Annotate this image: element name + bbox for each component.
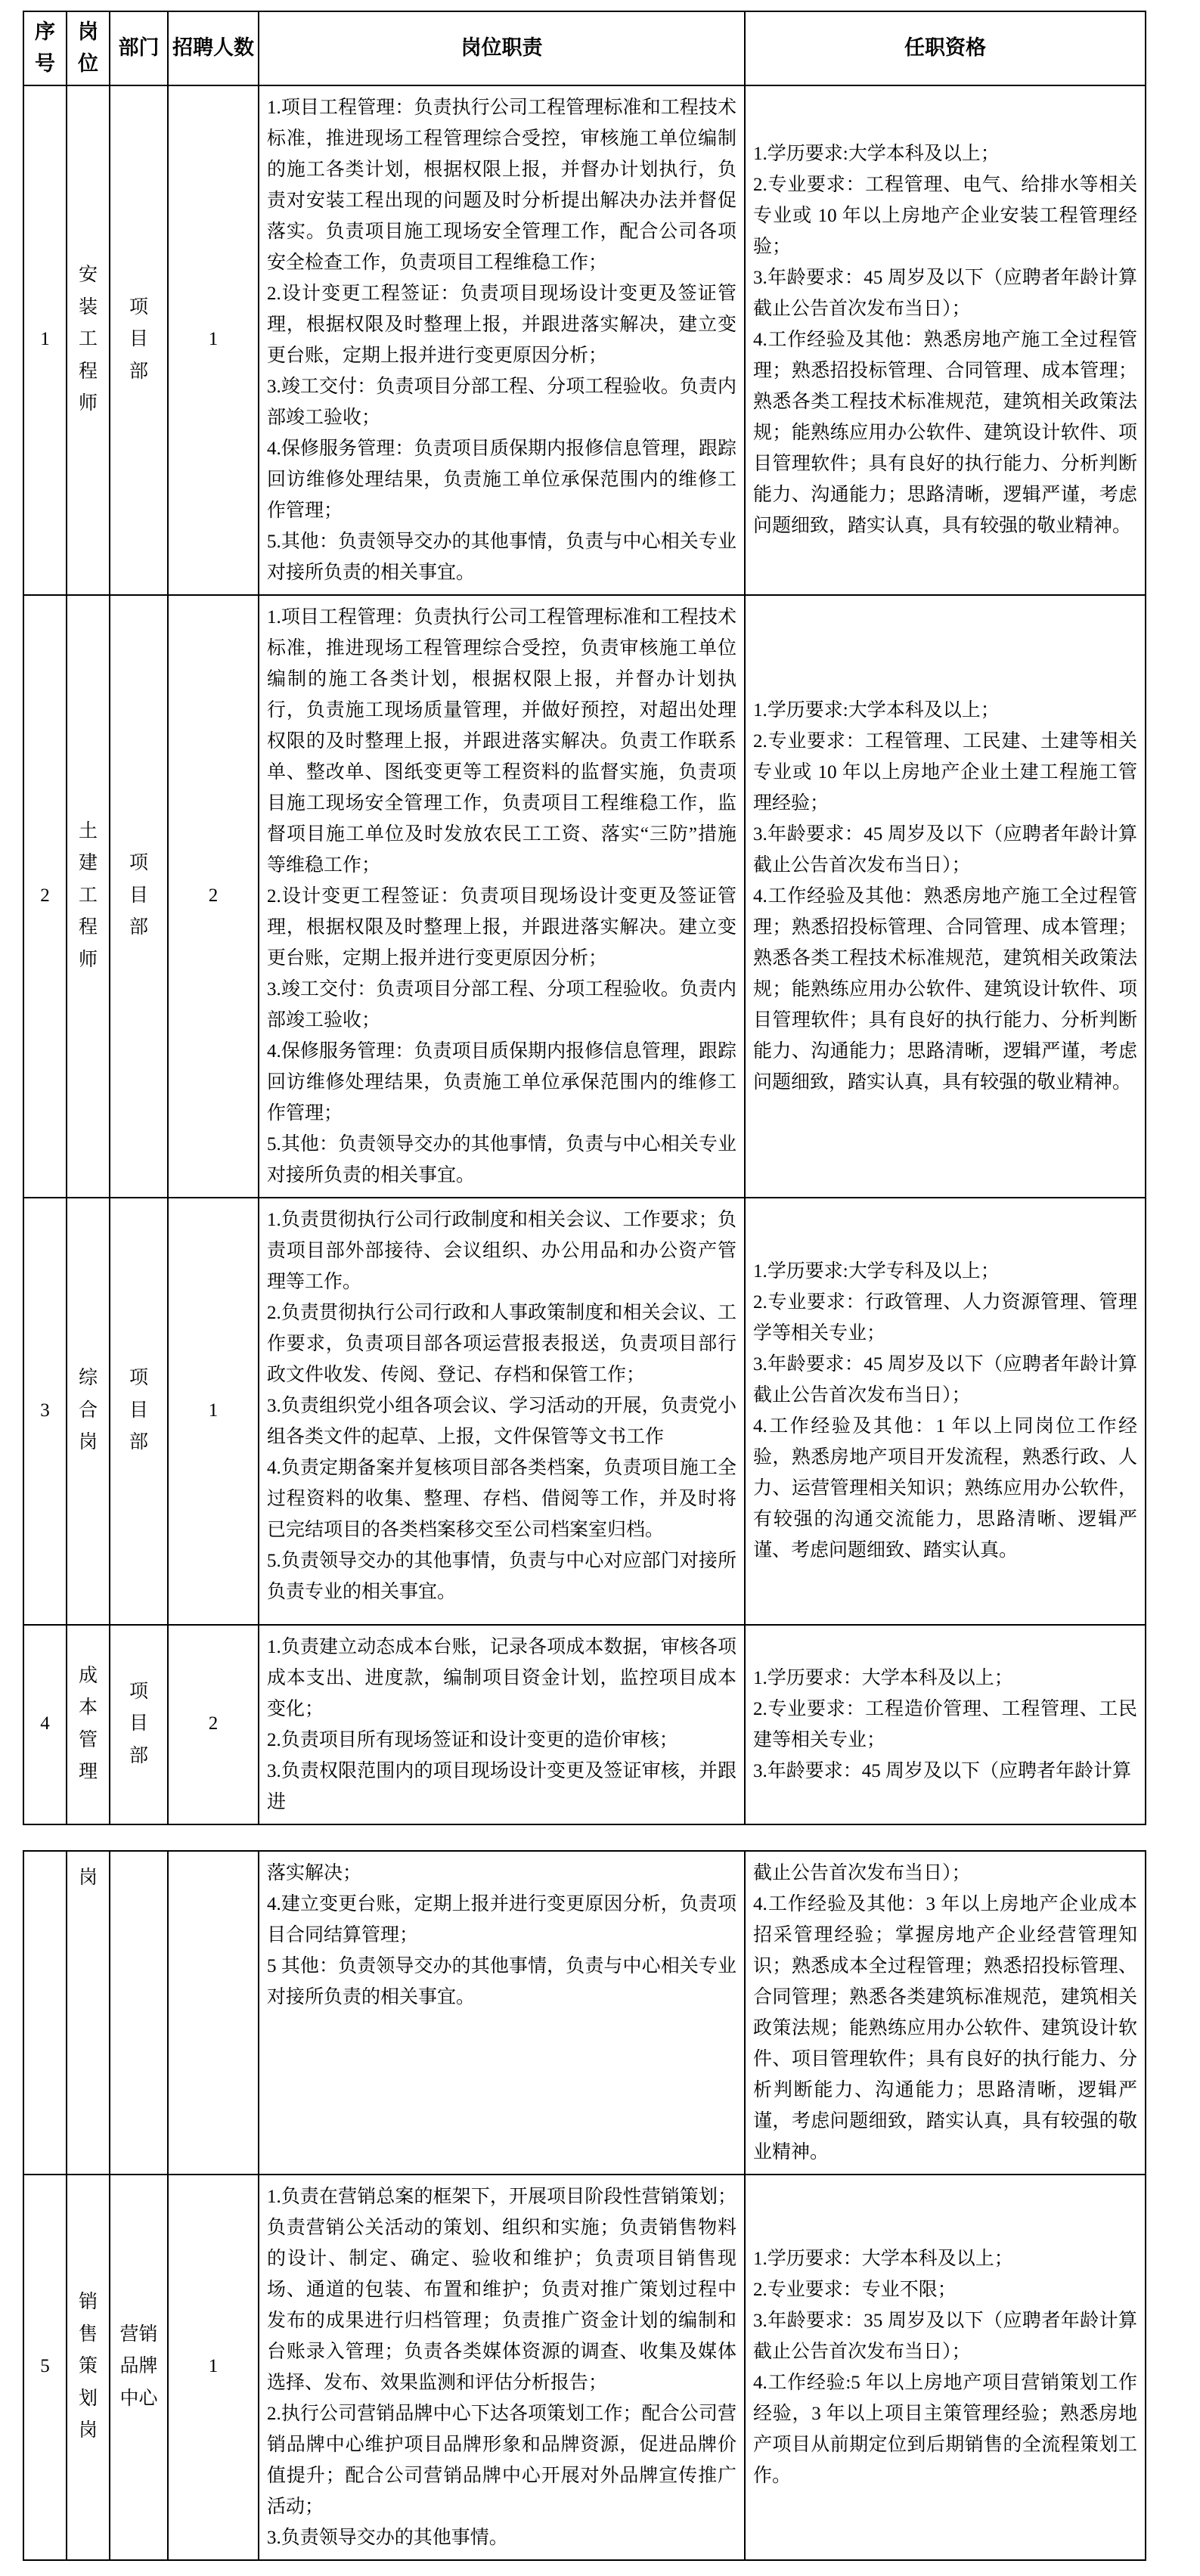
post-name <box>67 85 110 595</box>
qualification-item: 4.工作经验及其他：熟悉房地产施工全过程管理；熟悉招投标管理、合同管理、成本管理；熟悉各类工程技术标准规范，建筑相关政策法规；能熟练应用办公软件、建筑设计软件、项目管理软件；具有良好的执行能力、分析判断能力、沟通能力；思路清晰，逻辑严谨，考虑问题细致，踏实认真，具有较强的敬业精神。 <box>753 885 1137 1093</box>
duty-item: 2.执行公司营销品牌中心下达各项策划工作；配合公司营销品牌中心维护项目品牌形象和品牌资源，促进品牌价值提升；配合公司营销品牌中心开展对外品牌宣传推广活动； <box>267 2403 736 2517</box>
duty-item: 3.竣工交付：负责项目分部工程、分项工程验收。负责内部竣工验收； <box>267 376 736 428</box>
post-name <box>67 1851 110 2175</box>
qualifications-cell <box>745 2175 1146 2560</box>
duty-item: 5.其他：负责领导交办的其他事情，负责与中心相关专业对接所负责的相关事宜。 <box>267 1133 736 1186</box>
post-name <box>67 1625 110 1824</box>
recruitment-table-part1 <box>23 11 1146 1825</box>
duties-cell <box>259 1198 745 1625</box>
duties-cell <box>259 2175 745 2560</box>
qualification-item: 4.工作经验:5 年以上房地产项目营销策划工作经验，3 年以上项目主策管理经验；熟悉房地产项目从前期定位到后期销售的全流程策划工作。 <box>753 2372 1137 2486</box>
duty-item: 3.负责组织党小组各项会议、学习活动的开展，负责党小组各类文件的起草、上报，文件保管等文书工作 <box>267 1395 736 1447</box>
post-name-label: 综合岗 <box>78 1368 98 1453</box>
qualification-item: 1.学历要求：大学本科及以上； <box>753 1667 1013 1688</box>
qualification-item: 2.专业要求：工程管理、电气、给排水等相关专业或 10 年以上房地产企业安装工程管理经验； <box>753 175 1137 258</box>
department <box>110 1198 168 1625</box>
row-number <box>23 85 67 595</box>
recruit-count-label: 1 <box>208 1400 219 1421</box>
qualification-item: 3.年龄要求：45 周岁及以下（应聘者年龄计算 <box>753 1760 1132 1781</box>
department-label: 项目部 <box>129 853 148 938</box>
qualifications-cell <box>745 85 1146 595</box>
qualifications-cell <box>745 1851 1146 2175</box>
duty-item: 2.设计变更工程签证：负责项目现场设计变更及签证管理，根据权限及时整理上报，并跟进落实解决。建立变更台账，定期上报并进行变更原因分析； <box>267 885 736 969</box>
col-header-duties: 岗位职责 <box>259 11 745 85</box>
qualification-item: 4.工作经验及其他：1 年以上同岗位工作经验，熟悉房地产项目开发流程，熟悉行政、人力、运营管理相关知识；熟练应用办公软件，有较强的沟通交流能力，思路清晰、逻辑严谨、考虑问题细致、踏实认真。 <box>753 1416 1137 1561</box>
duties-cell <box>259 85 745 595</box>
duty-item: 1.负责在营销总案的框架下，开展项目阶段性营销策划；负责营销公关活动的策划、组织和实施；负责销售物料的设计、制定、确定、验收和维护；负责项目销售现场、通道的包装、布置和维护；负责对推广策划过程中发布的成果进行归档管理；负责推广资金计划的编制和台账录入管理；负责各类媒体资源的调查、收集及媒体选择、发布、效果监测和评估分析报告； <box>267 2186 736 2393</box>
recruit-count <box>168 2175 259 2560</box>
row-number <box>23 1198 67 1625</box>
qualification-item: 4.工作经验及其他：熟悉房地产施工全过程管理；熟悉招投标管理、合同管理、成本管理；熟悉各类工程技术标准规范，建筑相关政策法规；能熟练应用办公软件、建筑设计软件、项目管理软件；具有良好的执行能力、分析判断能力、沟通能力；思路清晰，逻辑严谨，考虑问题细致，踏实认真，具有较强的敬业精神。 <box>753 330 1137 537</box>
post-name-label: 安装工程师 <box>78 265 98 414</box>
row-number <box>23 2175 67 2560</box>
col-header-department: 部门 <box>110 11 168 85</box>
table-row <box>23 85 1146 595</box>
col-header-number: 序号 <box>23 11 67 85</box>
qualification-item: 3.年龄要求：45 周岁及以下（应聘者年龄计算截止公告首次发布当日）； <box>753 823 1137 876</box>
duty-item: 4.建立变更台账，定期上报并进行变更原因分析，负责项目合同结算管理； <box>267 1893 736 1945</box>
duties-cell <box>259 1851 745 2175</box>
duty-item: 5 其他：负责领导交办的其他事情，负责与中心相关专业对接所负责的相关事宜。 <box>267 1955 736 2007</box>
department <box>110 1625 168 1824</box>
duty-item: 5.负责领导交办的其他事情，负责与中心对应部门对接所负责专业的相关事宜。 <box>267 1550 736 1602</box>
row-number-label: 3 <box>40 1400 50 1421</box>
duty-item: 4.负责定期备案并复核项目部各类档案，负责项目施工全过程资料的收集、整理、存档、借阅等工作，并及时将已完结项目的各类档案移交至公司档案室归档。 <box>267 1457 736 1540</box>
duty-item: 3.负责权限范围内的项目现场设计变更及签证审核，并跟进 <box>267 1760 736 1812</box>
recruit-count-label: 2 <box>208 1713 219 1734</box>
table-row <box>23 1625 1146 1824</box>
department <box>110 2175 168 2560</box>
duties-cell <box>259 595 745 1198</box>
recruit-count-label: 1 <box>208 2356 219 2377</box>
col-header-post: 岗位 <box>67 11 110 85</box>
col-header-qualification: 任职资格 <box>745 11 1146 85</box>
department-label: 项目部 <box>129 296 148 382</box>
recruit-count <box>168 1625 259 1824</box>
qualification-item: 1.学历要求:大学专科及以上； <box>753 1261 1000 1282</box>
recruit-count <box>168 85 259 595</box>
table-row <box>23 595 1146 1198</box>
duty-item: 3.负责领导交办的其他事情。 <box>267 2527 508 2548</box>
recruit-count <box>168 1851 259 2175</box>
post-name <box>67 1198 110 1625</box>
duty-item: 3.竣工交付：负责项目分部工程、分项工程验收。负责内部竣工验收； <box>267 978 736 1031</box>
duty-item: 2.设计变更工程签证：负责项目现场设计变更及签证管理，根据权限及时整理上报，并跟进落实解决，建立变更台账，定期上报并进行变更原因分析； <box>267 283 736 366</box>
qualification-item: 2.专业要求：工程造价管理、工程管理、工民建等相关专业； <box>753 1698 1137 1750</box>
post-name-label: 销售策划岗 <box>78 2292 98 2441</box>
qualification-item: 3.年龄要求：45 周岁及以下（应聘者年龄计算截止公告首次发布当日）； <box>753 268 1137 320</box>
duty-item: 4.保修服务管理：负责项目质保期内报修信息管理，跟踪回访维修处理结果，负责施工单位承保范围内的维修工作管理； <box>267 1040 736 1124</box>
qualification-item: 2.专业要求：专业不限； <box>753 2279 957 2300</box>
table-body-part2 <box>23 1851 1146 2560</box>
duty-item: 2.负责贯彻执行公司行政和人事政策制度和相关会议、工作要求，负责项目部各项运营报表报送，负责项目部行政文件收发、传阅、登记、存档和保管工作； <box>267 1302 736 1385</box>
table-body-part1 <box>23 85 1146 1824</box>
header-row <box>23 11 1146 85</box>
qualification-item: 3.年龄要求：45 周岁及以下（应聘者年龄计算截止公告首次发布当日）； <box>753 1354 1137 1406</box>
post-name-label: 土建工程师 <box>78 820 98 970</box>
recruit-count <box>168 1198 259 1625</box>
row-number <box>23 1625 67 1824</box>
qualification-item: 4.工作经验及其他：3 年以上房地产企业成本招采管理经验；掌握房地产企业经营管理知识；熟悉成本全过程管理；熟悉招投标管理、合同管理；熟悉各类建筑标准规范，建筑相关政策法规；能熟练应用办公软件、建筑设计软件、项目管理软件；具有良好的执行能力、分析判断能力、沟通能力；思路清晰，逻辑严谨，考虑问题细致，踏实认真，具有较强的敬业精神。 <box>753 1893 1137 2162</box>
post-name-label: 成本管理 <box>78 1665 98 1783</box>
qualification-item: 1.学历要求：大学本科及以上； <box>753 2248 1013 2269</box>
post-name <box>67 2175 110 2560</box>
post-name-label: 岗 <box>78 1867 98 1888</box>
duty-item: 1.负责建立动态成本台账，记录各项成本数据，审核各项成本支出、进度款，编制项目资金计划，监控项目成本变化； <box>267 1636 736 1719</box>
department-label: 营销品牌中心 <box>119 2323 158 2409</box>
recruitment-table-part2 <box>23 1850 1146 2561</box>
table-row <box>23 2175 1146 2560</box>
duty-item: 4.保修服务管理：负责项目质保期内报修信息管理，跟踪回访维修处理结果，负责施工单位承保范围内的维修工作管理； <box>267 438 736 521</box>
row-number-label: 5 <box>40 2356 50 2377</box>
post-name <box>67 595 110 1198</box>
department <box>110 595 168 1198</box>
department-label: 项目部 <box>129 1681 148 1766</box>
department <box>110 85 168 595</box>
department-label: 项目部 <box>129 1368 148 1453</box>
table-header <box>23 11 1146 85</box>
qualifications-cell <box>745 1625 1146 1824</box>
duty-item: 5.其他：负责领导交办的其他事情，负责与中心相关专业对接所负责的相关事宜。 <box>267 531 736 583</box>
qualification-item: 1.学历要求:大学本科及以上； <box>753 144 1000 165</box>
duty-item: 1.负责贯彻执行公司行政制度和相关会议、工作要求；负责项目部外部接待、会议组织、办公用品和办公资产管理等工作。 <box>267 1209 736 1292</box>
duty-item: 2.负责项目所有现场签证和设计变更的造价审核； <box>267 1729 678 1750</box>
qualifications-cell <box>745 1198 1146 1625</box>
page-break-gap <box>23 1825 1200 1850</box>
row-number <box>23 595 67 1198</box>
department <box>110 1851 168 2175</box>
recruit-count <box>168 595 259 1198</box>
table-row <box>23 1851 1146 2175</box>
qualification-item: 截止公告首次发布当日）； <box>753 1862 971 1883</box>
qualification-item: 1.学历要求:大学本科及以上； <box>753 699 1000 721</box>
recruit-count-label: 2 <box>208 885 219 906</box>
qualification-item: 2.专业要求：行政管理、人力资源管理、管理学等相关专业； <box>753 1292 1137 1344</box>
duty-item: 1.项目工程管理：负责执行公司工程管理标准和工程技术标准，推进现场工程管理综合受控，负责审核施工单位编制的施工各类计划，根据权限上报，并督办计划执行，负责施工现场质量管理，并做好预控，对超出处理权限的及时整理上报，并跟进落实解决。负责工作联系单、整改单、图纸变更等工程资料的监督实施，负责项目施工现场安全管理工作，负责项目工程维稳工作，监督项目施工单位及时发放农民工工资、落实“三防”措施等维稳工作； <box>267 606 736 876</box>
col-header-count: 招聘人数 <box>168 11 259 85</box>
table-row <box>23 1198 1146 1625</box>
duties-cell <box>259 1625 745 1824</box>
qualification-item: 2.专业要求：工程管理、工民建、土建等相关专业或 10 年以上房地产企业土建工程施工管理经验； <box>753 730 1137 814</box>
row-number-label: 1 <box>40 329 50 350</box>
row-number-label: 2 <box>40 885 50 906</box>
row-number-label: 4 <box>40 1713 50 1734</box>
recruit-count-label: 1 <box>208 329 219 350</box>
qualification-item: 3.年龄要求：35 周岁及以下（应聘者年龄计算截止公告首次发布当日）； <box>753 2310 1137 2362</box>
duty-item: 落实解决； <box>267 1862 362 1883</box>
qualifications-cell <box>745 595 1146 1198</box>
duty-item: 1.项目工程管理：负责执行公司工程管理标准和工程技术标准，推进现场工程管理综合受控，审核施工单位编制的施工各类计划，根据权限上报，并督办计划执行，负责对安装工程出现的问题及时分析提出解决办法并督促落实。负责项目施工现场安全管理工作，配合公司各项安全检查工作，负责项目工程维稳工作； <box>267 97 736 273</box>
row-number <box>23 1851 67 2175</box>
